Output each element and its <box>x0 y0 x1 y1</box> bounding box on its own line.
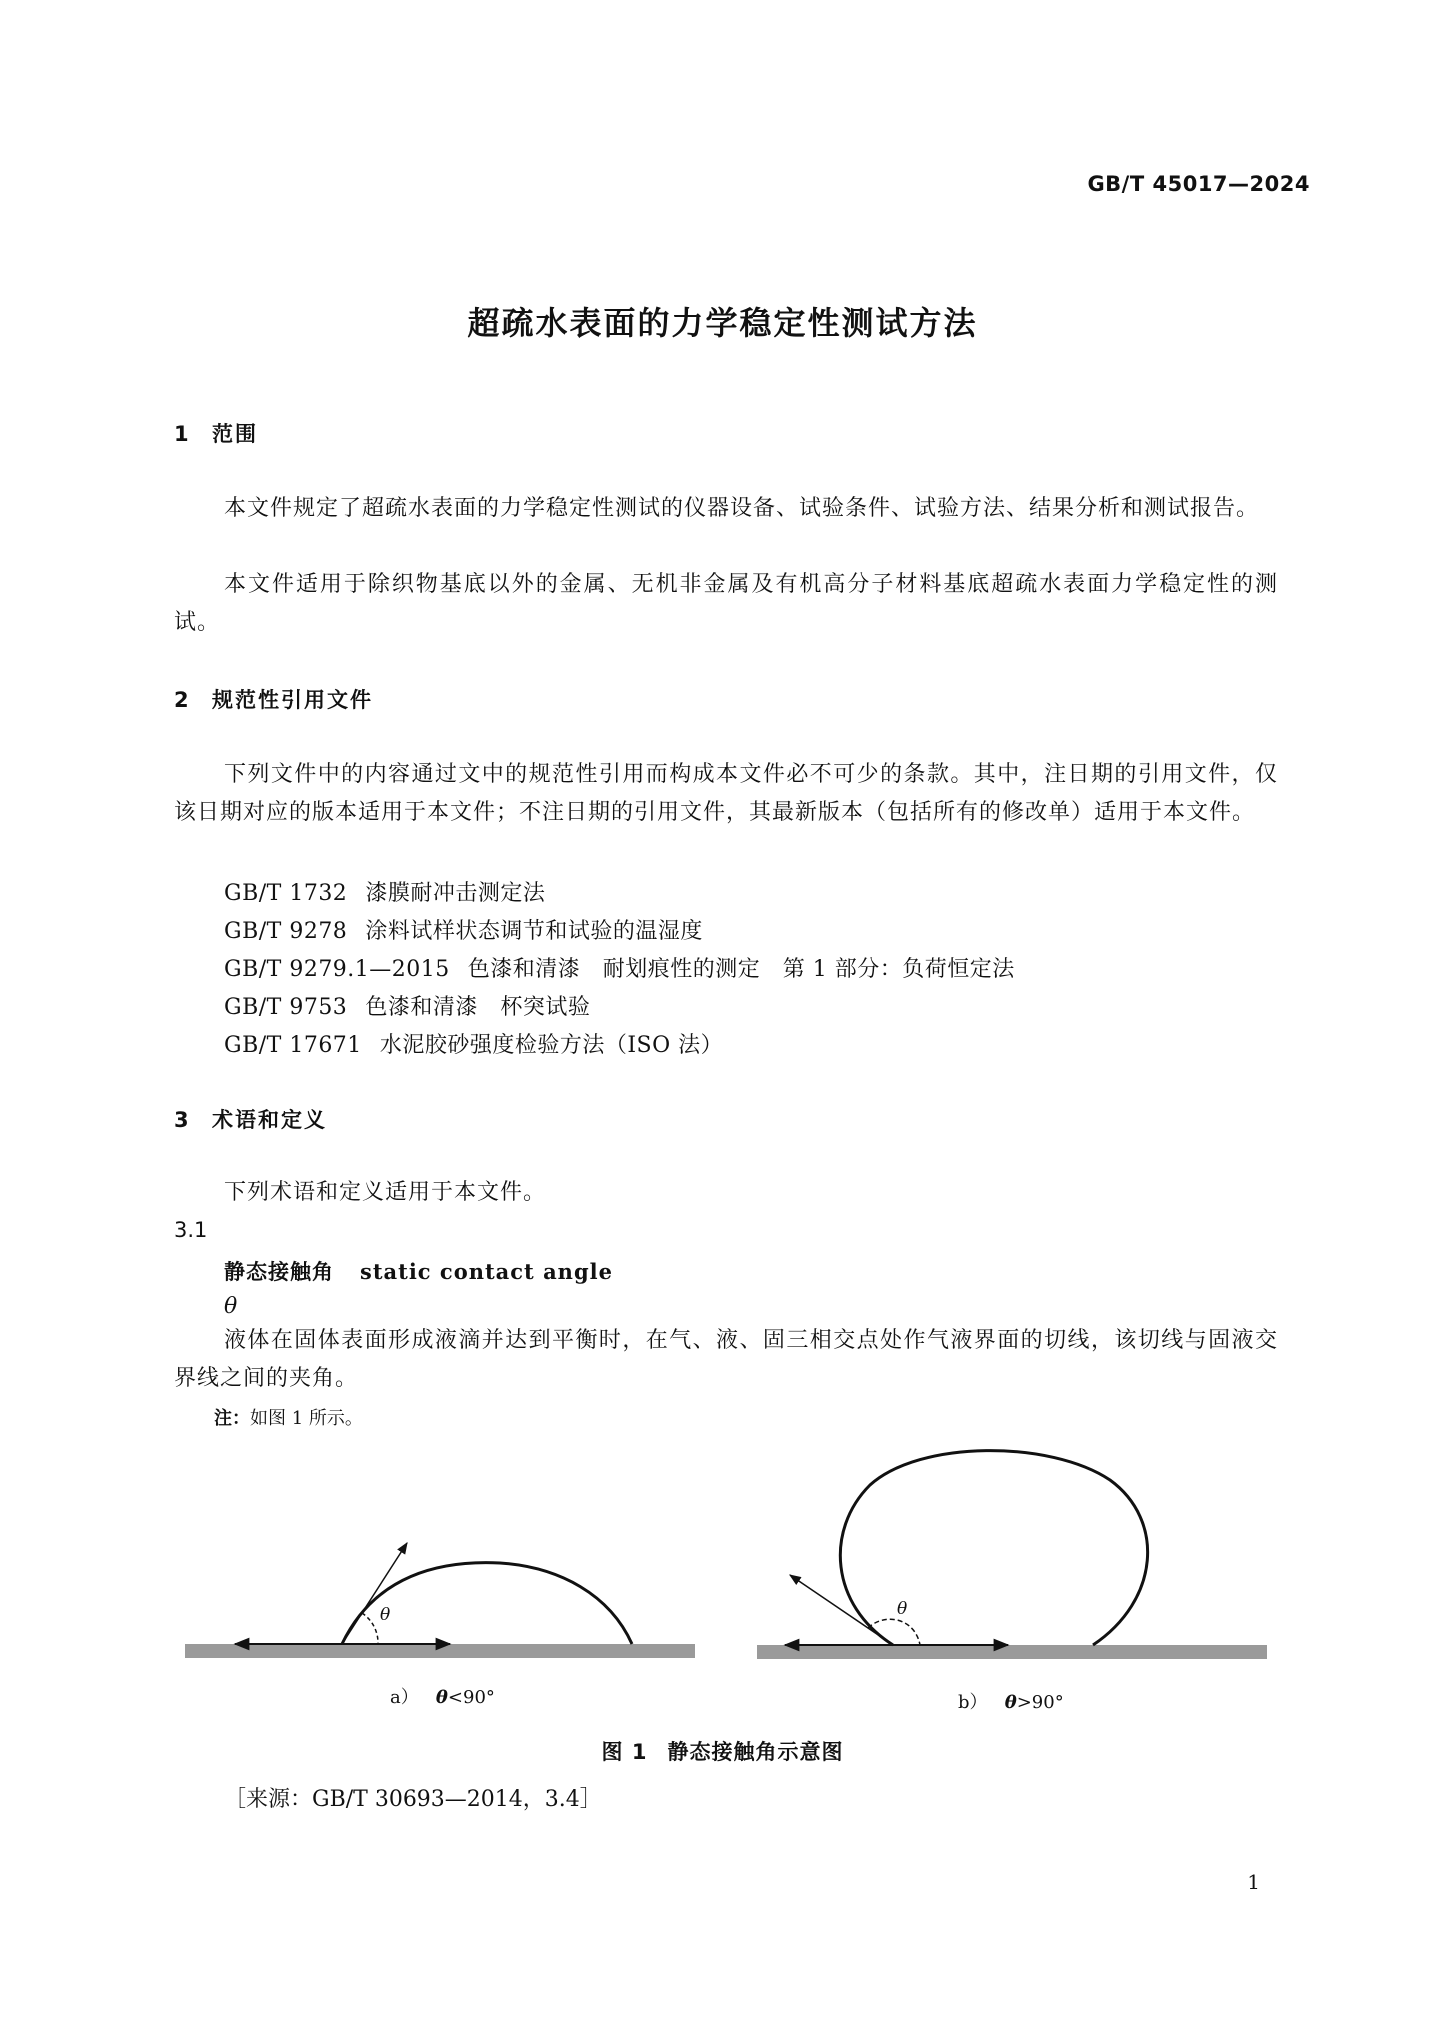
standard-code: GB/T 45017—2024 <box>1087 172 1310 196</box>
panel-b-label <box>958 1688 1064 1714</box>
panel-a-letter: a） <box>390 1687 419 1708</box>
reference-code: GB/T 1732 <box>224 881 348 906</box>
panel-b-substrate <box>757 1645 1267 1659</box>
source-citation: ［来源：GB/T 30693—2014，3.4］ <box>224 1787 602 1812</box>
section-number: 2 <box>174 688 191 712</box>
section-title: 规范性引用文件 <box>212 688 373 712</box>
note-text: 如图 1 所示。 <box>250 1408 363 1429</box>
panel-a-condition-symbol: θ <box>435 1687 448 1708</box>
term-number: 3.1 <box>174 1218 208 1242</box>
scope-paragraph-2: 本文件适用于除织物基底以外的金属、无机非金属及有机高分子材料基底超疏水表面力学稳定性的测试。 <box>174 572 1278 635</box>
panel-a-diagram <box>185 1543 695 1658</box>
panel-b-letter: b） <box>958 1692 988 1713</box>
reference-title: 漆膜耐冲击测定法 <box>365 881 546 906</box>
term-definition: 液体在固体表面形成液滴并达到平衡时，在气、液、固三相交点处作气液界面的切线，该切线与固液交界线之间的夹角。 <box>174 1328 1278 1391</box>
panel-b-condition: >90° <box>1016 1692 1064 1713</box>
section-title: 范围 <box>212 422 258 446</box>
reference-code: GB/T 17671 <box>224 1033 362 1058</box>
reference-title: 涂料试样状态调节和试验的温湿度 <box>365 919 703 944</box>
term-symbol: θ <box>224 1294 238 1319</box>
panel-a-angle-arc <box>362 1613 378 1644</box>
panel-a-tangent-arrow <box>342 1543 407 1644</box>
panel-b-droplet-outline <box>840 1451 1147 1645</box>
reference-code: GB/T 9279.1—2015 <box>224 957 450 982</box>
figure-caption-text: 静态接触角示意图 <box>667 1740 844 1764</box>
figure-caption <box>0 1736 1445 1766</box>
panel-a-theta: θ <box>380 1605 391 1625</box>
reference-code: GB/T 9278 <box>224 919 348 944</box>
reference-title: 水泥胶砂强度检验方法（ISO 法） <box>379 1033 724 1058</box>
page-number: 1 <box>1247 1870 1260 1894</box>
figure-number: 图 1 <box>601 1740 648 1764</box>
panel-b-diagram <box>757 1451 1267 1659</box>
references-intro: 下列文件中的内容通过文中的规范性引用而构成本文件必不可少的条款。其中，注日期的引用文件，仅该日期对应的版本适用于本文件；不注日期的引用文件，其最新版本（包括所有的修改单）适用于本文件。 <box>174 762 1278 825</box>
reference-code: GB/T 9753 <box>224 995 348 1020</box>
scope-paragraph-1: 本文件规定了超疏水表面的力学稳定性测试的仪器设备、试验条件、试验方法、结果分析和测试报告。 <box>224 496 1260 521</box>
panel-a-condition: <90° <box>447 1687 495 1708</box>
panel-b-theta: θ <box>897 1599 908 1619</box>
reference-title: 色漆和清漆 杯突试验 <box>365 995 591 1020</box>
term-name-en: static contact angle <box>360 1259 613 1284</box>
section-number: 3 <box>174 1108 191 1132</box>
terms-intro: 下列术语和定义适用于本文件。 <box>224 1180 547 1205</box>
panel-b-condition-symbol: θ <box>1004 1692 1017 1713</box>
document-title: 超疏水表面的力学稳定性测试方法 <box>467 304 978 342</box>
panel-a-substrate <box>185 1644 695 1658</box>
section-number: 1 <box>174 422 191 446</box>
panel-b-tangent-arrow <box>790 1575 893 1645</box>
note-label: 注： <box>214 1408 250 1429</box>
panel-a-droplet-outline <box>342 1563 632 1644</box>
term-name-zh: 静态接触角 <box>224 1259 334 1284</box>
section-title: 术语和定义 <box>212 1108 327 1132</box>
reference-title: 色漆和清漆 耐划痕性的测定 第 1 部分：负荷恒定法 <box>467 957 1015 982</box>
panel-a-label <box>390 1683 495 1709</box>
